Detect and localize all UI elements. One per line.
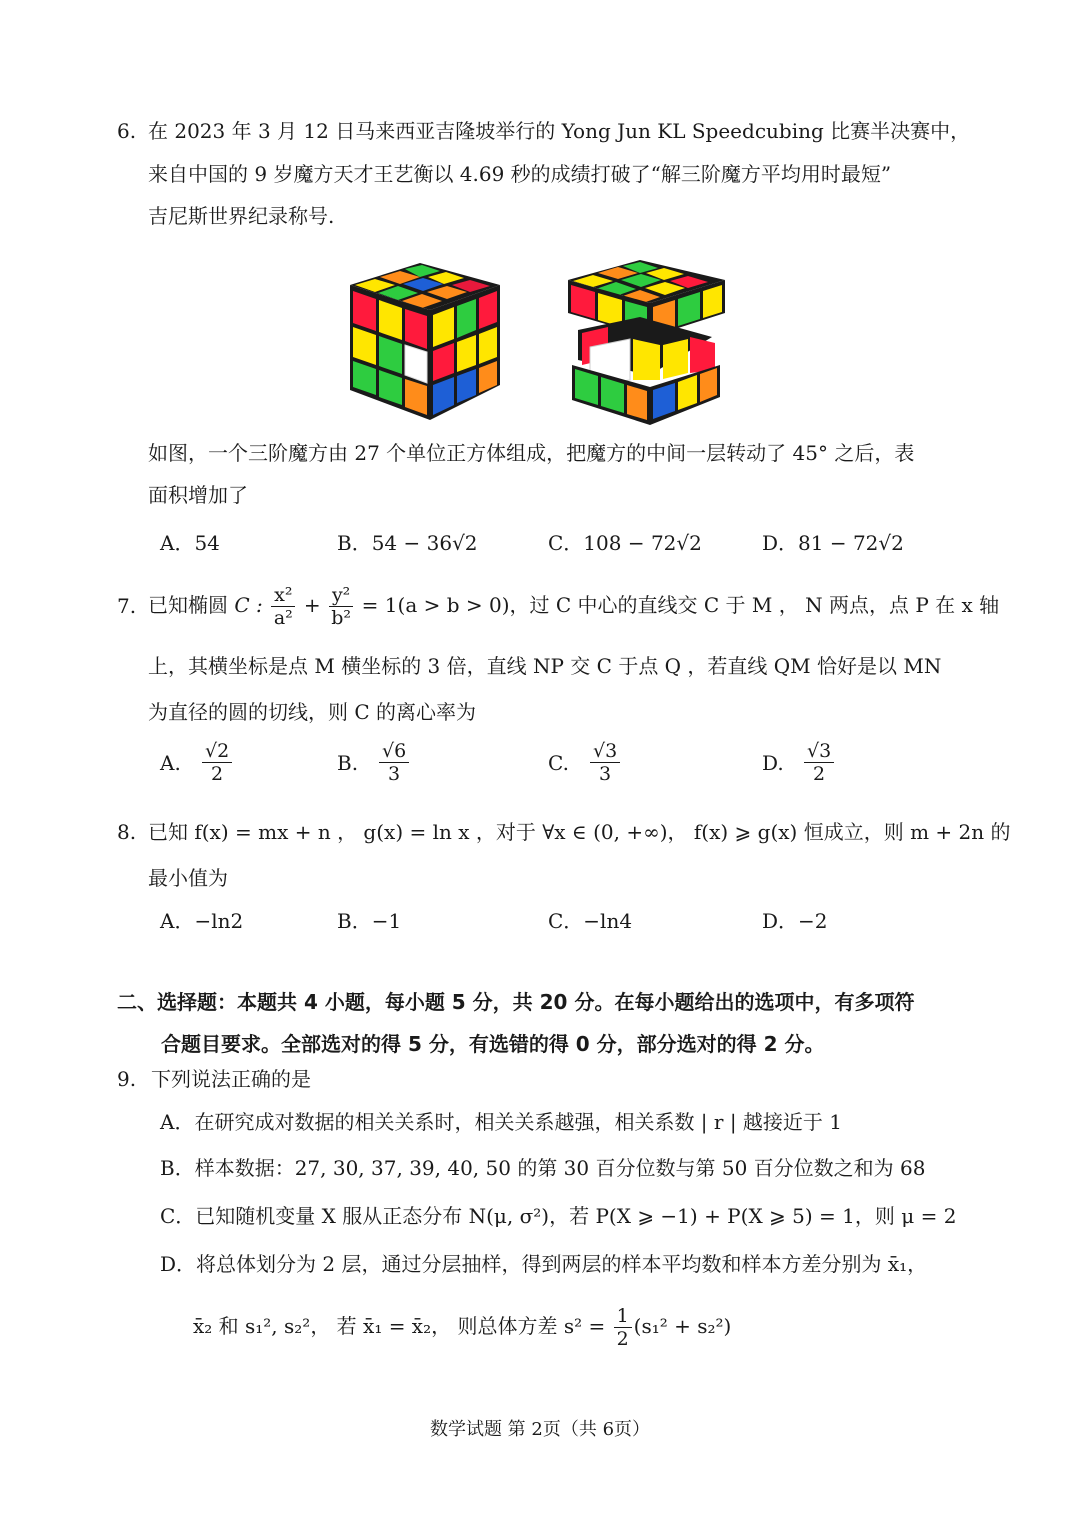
option-denominator: 3 (599, 763, 612, 785)
option-denominator: 2 (813, 763, 826, 785)
question-9-option-a[interactable]: A．在研究成对数据的相关关系时，相关关系越强，相关系数 | r | 越接近于 1 (160, 1110, 842, 1134)
ellipse-plus: + (303, 593, 321, 617)
question-6-option-b[interactable]: B．54 − 36√2 (337, 531, 478, 555)
option-label: D. (762, 750, 784, 775)
question-7-option-b[interactable] (337, 740, 411, 785)
question-9-number: 9. (117, 1067, 137, 1091)
question-7-line-1-rest: ，过 C 中心的直线交 C 于 M ， N 两点，点 P 在 x 轴 (509, 593, 1000, 617)
ellipse-y-numerator: y² (329, 584, 353, 607)
option-numerator: √3 (590, 740, 620, 763)
ellipse-y-denominator: b² (331, 607, 352, 629)
option-fraction (202, 740, 232, 785)
variance-premise: x̄₂ 和 s₁², s₂²， 若 x̄₁ = x̄₂， 则总体方差 s² = (193, 1314, 606, 1338)
page-footer: 数学试题 第 2页（共 6页） (429, 1419, 651, 1440)
question-8-number: 8. (117, 820, 137, 844)
question-9-option-d[interactable]: D．将总体划分为 2 层，通过分层抽样，得到两层的样本平均数和样本方差分别为 x̄₁， (160, 1252, 928, 1276)
question-8-option-b[interactable]: B．−1 (337, 909, 402, 933)
question-7-option-d[interactable] (762, 740, 836, 785)
option-numerator: √3 (804, 740, 834, 763)
ellipse-y-fraction (329, 584, 353, 629)
option-denominator: 2 (211, 763, 224, 785)
question-6-option-a[interactable]: A．54 (160, 531, 220, 555)
question-6-option-c[interactable]: C．108 − 72√2 (548, 531, 702, 555)
ellipse-x-fraction (271, 584, 295, 629)
option-denominator: 3 (388, 763, 401, 785)
option-fraction (379, 740, 409, 785)
rubiks-cube-intact (350, 263, 500, 420)
question-8-option-c[interactable]: C．−ln4 (548, 909, 633, 933)
rubiks-cube-rotated (568, 260, 725, 425)
question-9-stem: 下列说法正确的是 (151, 1067, 311, 1091)
question-7-number: 7. (117, 594, 137, 618)
half-denominator: 2 (616, 1328, 629, 1350)
question-8-option-d[interactable]: D．−2 (762, 909, 828, 933)
ellipse-x-denominator: a² (273, 607, 293, 629)
question-7-line-3: 为直径的圆的切线，则 C 的离心率为 (148, 700, 477, 724)
question-7-option-a[interactable] (160, 740, 234, 785)
question-6-number: 6. (117, 119, 137, 143)
option-numerator: √2 (202, 740, 232, 763)
ellipse-name: C : (234, 593, 263, 617)
question-8-line-1: 已知 f(x) = mx + n ， g(x) = ln x ，对于 ∀x ∈ (0, +∞)， f(x) ⩾ g(x) 恒成立，则 m + 2n 的 (148, 820, 1011, 844)
option-label: C. (548, 750, 569, 775)
question-9-option-b[interactable]: B．样本数据：27, 30, 37, 39, 40, 50 的第 30 百分位数与第 50 百分位数之和为 68 (160, 1156, 926, 1180)
question-7-line-1 (148, 577, 999, 635)
section-2-instructions: 合题目要求。全部选对的得 5 分，有选错的得 0 分，部分选对的得 2 分。 (161, 1032, 825, 1056)
question-8-line-2: 最小值为 (148, 866, 228, 890)
question-9-option-c[interactable]: C．已知随机变量 X 服从正态分布 N(μ, σ²)，若 P(X ⩾ −1) + P(X ⩾ 5) = 1，则 μ = 2 (160, 1204, 957, 1228)
ellipse-equation-rest: = 1(a > b > 0) (361, 593, 510, 617)
question-8-option-a[interactable]: A．−ln2 (160, 909, 244, 933)
option-fraction (590, 740, 620, 785)
question-9-option-d-continued (193, 1298, 731, 1356)
question-6-line-4: 如图，一个三阶魔方由 27 个单位正方体组成，把魔方的中间一层转动了 45° 之后，表 (148, 441, 915, 465)
rubiks-cube-figure (340, 255, 740, 430)
section-2-heading: 二、选择题：本题共 4 小题，每小题 5 分，共 20 分。在每小题给出的选项中，有多项符 (117, 990, 915, 1014)
ellipse-x-numerator: x² (271, 584, 295, 607)
variance-sum: (s₁² + s₂²) (633, 1314, 732, 1338)
question-7-lead: 已知椭圆 (148, 593, 228, 617)
question-6-line-3: 吉尼斯世界纪录称号. (148, 204, 335, 228)
question-6-line-5: 面积增加了 (148, 483, 248, 507)
question-6-option-d[interactable]: D．81 − 72√2 (762, 531, 904, 555)
question-6-line-1: 在 2023 年 3 月 12 日马来西亚吉隆坡举行的 Yong Jun KL Speedcubing 比赛半决赛中， (148, 119, 971, 143)
option-label: B. (337, 750, 359, 775)
half-fraction (614, 1305, 632, 1350)
question-7-option-c[interactable] (548, 740, 622, 785)
half-numerator: 1 (614, 1305, 632, 1328)
question-6-line-2: 来自中国的 9 岁魔方天才王艺衡以 4.69 秒的成绩打破了“解三阶魔方平均用时最短” (148, 162, 892, 186)
option-label: A. (160, 750, 181, 775)
question-7-line-2: 上，其横坐标是点 M 横坐标的 3 倍，直线 NP 交 C 于点 Q ，若直线 QM 恰好是以 MN (148, 654, 942, 678)
option-numerator: √6 (379, 740, 409, 763)
option-fraction (804, 740, 834, 785)
